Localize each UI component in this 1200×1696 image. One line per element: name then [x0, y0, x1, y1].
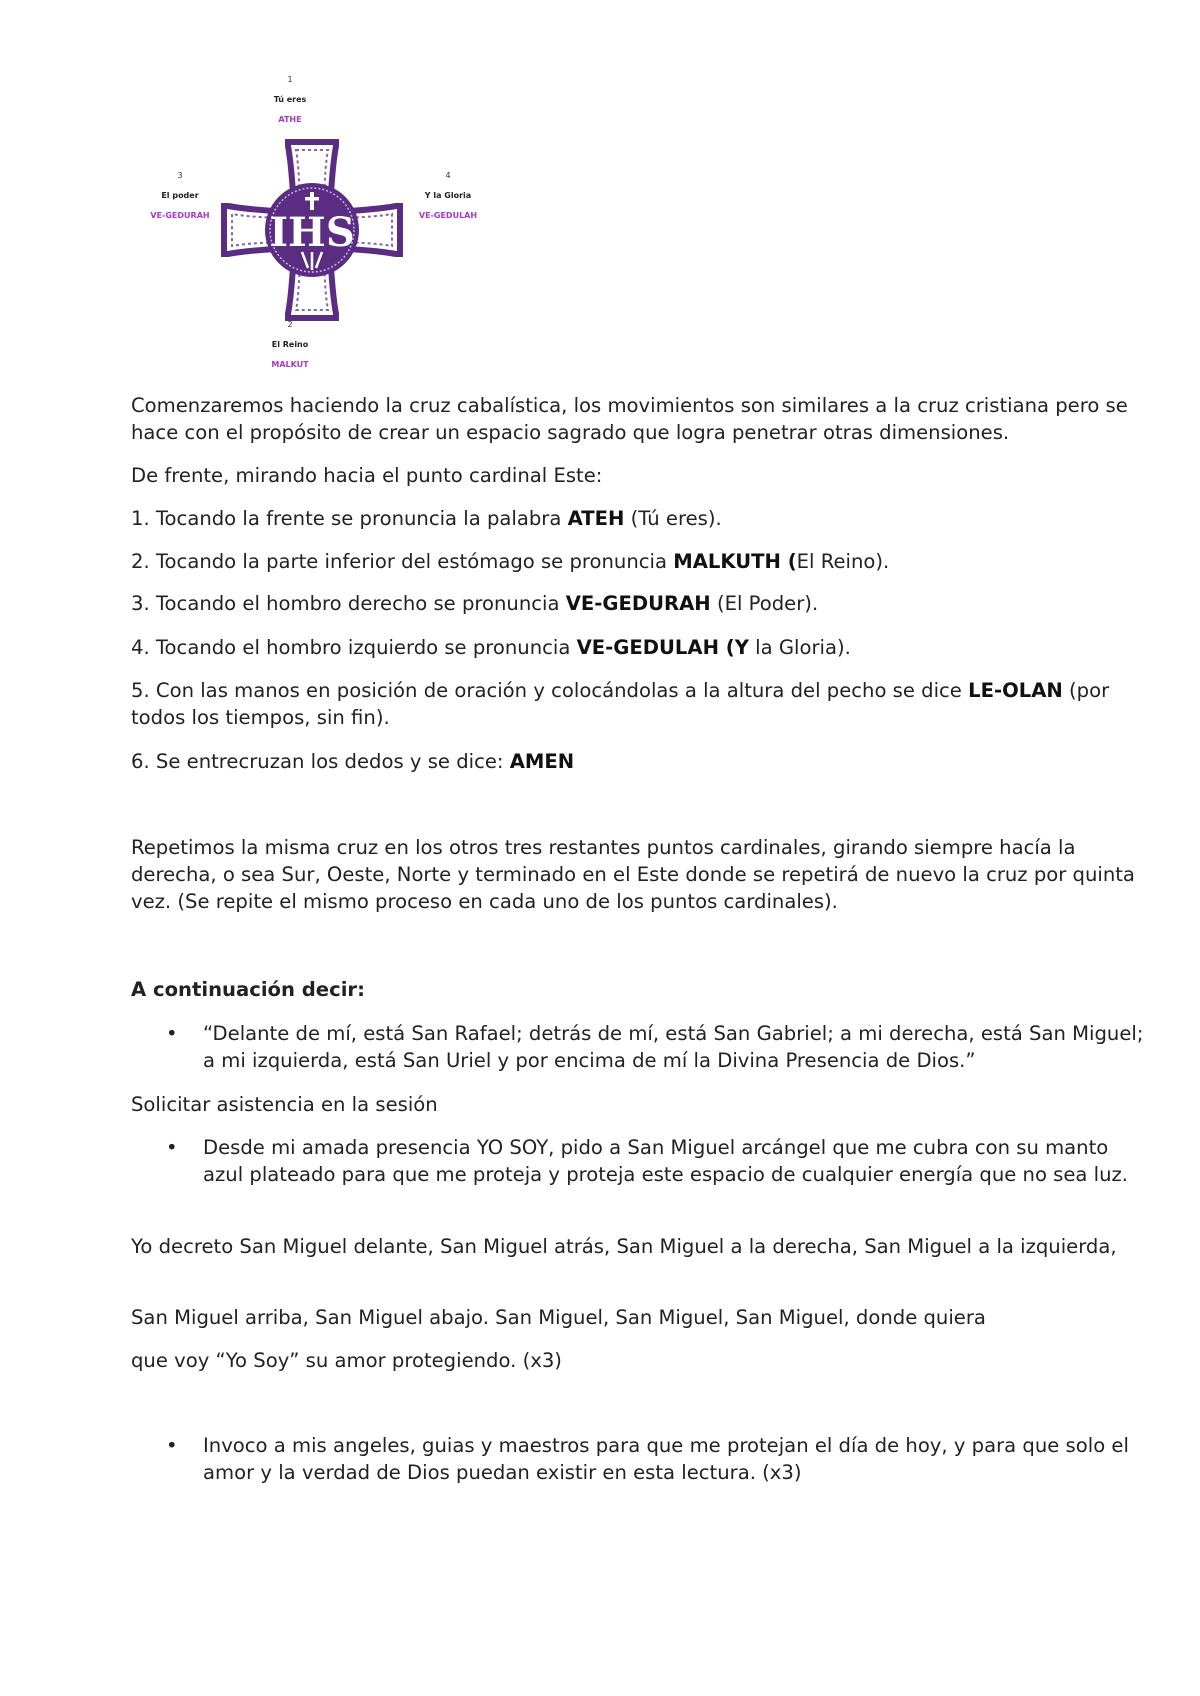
right-spanish: Y la Gloria — [424, 191, 472, 200]
step-1-text: 1. Tocando la frente se pronuncia la palabra — [131, 507, 568, 530]
left-number: 3 — [177, 171, 183, 180]
step-3-meaning: (El Poder). — [710, 592, 819, 615]
step-3-text: 3. Tocando el hombro derecho se pronuncia — [131, 592, 566, 615]
decree-line-2: San Miguel arriba, San Miguel abajo. San Miguel, San Miguel, San Miguel, donde quiera — [131, 1306, 986, 1329]
decree-line-1: Yo decreto San Miguel delante, San Miguel atrás, San Miguel a la derecha, San Miguel a la izquierda, — [131, 1235, 1117, 1258]
kabbalistic-cross-diagram — [150, 70, 490, 375]
left-spanish: El poder — [161, 191, 199, 200]
top-number: 1 — [287, 75, 293, 84]
guides-invocation: Invoco a mis angeles, guias y maestros para que me protejan el día de hoy, y para que solo el amor y la verdad de Dios puedan existir en esta lectura. (x3) — [203, 1434, 1129, 1484]
step-6-text: 6. Se entrecruzan los dedos y se dice: — [131, 750, 510, 773]
step-5-meaning: (por todos los tiempos, sin fin). — [131, 679, 1110, 729]
step-5-word: LE-OLAN — [968, 679, 1063, 702]
step-4-text: 4. Tocando el hombro izquierdo se pronuncia — [131, 636, 577, 659]
top-hebrew: ATHE — [278, 115, 302, 124]
step-1 — [131, 505, 1141, 532]
right-hebrew: VE-GEDULAH — [418, 211, 478, 220]
bottom-spanish: El Reino — [271, 340, 309, 349]
bullet-marker-2: • — [166, 1136, 178, 1159]
ihs-monogram: IHS — [269, 209, 355, 256]
left-label — [150, 166, 210, 226]
step-6 — [131, 748, 1141, 775]
bullet-marker-3: • — [166, 1434, 178, 1457]
step-1-meaning: (Tú eres). — [624, 507, 722, 530]
step-2-text: 2. Tocando la parte inferior del estómago se pronuncia — [131, 550, 674, 573]
bottom-number: 2 — [287, 320, 293, 329]
right-number: 4 — [445, 171, 451, 180]
yo-soy-request: Desde mi amada presencia YO SOY, pido a San Miguel arcángel que me cubra con su manto azul plateado para que me proteja y proteja este espacio de cualquier energía que no sea luz. — [203, 1136, 1129, 1186]
facing-east-line: De frente, mirando hacia el punto cardinal Este: — [131, 464, 603, 487]
intro-paragraph: Comenzaremos haciendo la cruz cabalística, los movimientos son similares a la cruz cristiana pero se hace con el propósito de crear un espacio sagrado que logra penetrar otras dimensiones. — [131, 394, 1128, 444]
step-5-text: 5. Con las manos en posición de oración y colocándolas a la altura del pecho se dice — [131, 679, 969, 702]
right-label — [408, 166, 488, 226]
step-1-word: ATEH — [567, 507, 625, 530]
repeat-paragraph: Repetimos la misma cruz en los otros tres restantes puntos cardinales, girando siempre hacía la derecha, o sea Sur, Oeste, Norte y terminado en el Este donde se repetirá de nuevo la cruz por quinta vez. (Se repite el mismo proceso en cada uno de los puntos cardinales). — [131, 836, 1135, 913]
step-4-meaning: la Gloria). — [748, 636, 851, 659]
assistance-line: Solicitar asistencia en la sesión — [131, 1093, 438, 1116]
step-5 — [131, 677, 1141, 731]
section-heading: A continuación decir: — [131, 978, 365, 1001]
step-6-word: AMEN — [509, 750, 575, 773]
bottom-label — [260, 315, 320, 375]
top-spanish: Tú eres — [273, 95, 307, 104]
bullet-marker-1: • — [166, 1022, 178, 1045]
step-2-meaning: El Reino). — [796, 550, 890, 573]
archangels-invocation: “Delante de mí, está San Rafael; detrás de mí, está San Gabriel; a mi derecha, está San Miguel; a mi izquierda, está San Uriel y por encima de mí la Divina Presencia de Dios.” — [203, 1022, 1144, 1072]
step-4 — [131, 634, 1141, 661]
step-4-word: VE-GEDULAH (Y — [576, 636, 749, 659]
step-2 — [131, 548, 1141, 575]
left-hebrew: VE-GEDURAH — [150, 211, 210, 220]
decree-line-3: que voy “Yo Soy” su amor protegiendo. (x3) — [131, 1349, 562, 1372]
top-label — [240, 70, 340, 130]
step-2-word: MALKUTH ( — [673, 550, 797, 573]
step-3 — [131, 590, 1141, 617]
bottom-hebrew: MALKUT — [271, 360, 309, 369]
step-3-word: VE-GEDURAH — [565, 592, 711, 615]
